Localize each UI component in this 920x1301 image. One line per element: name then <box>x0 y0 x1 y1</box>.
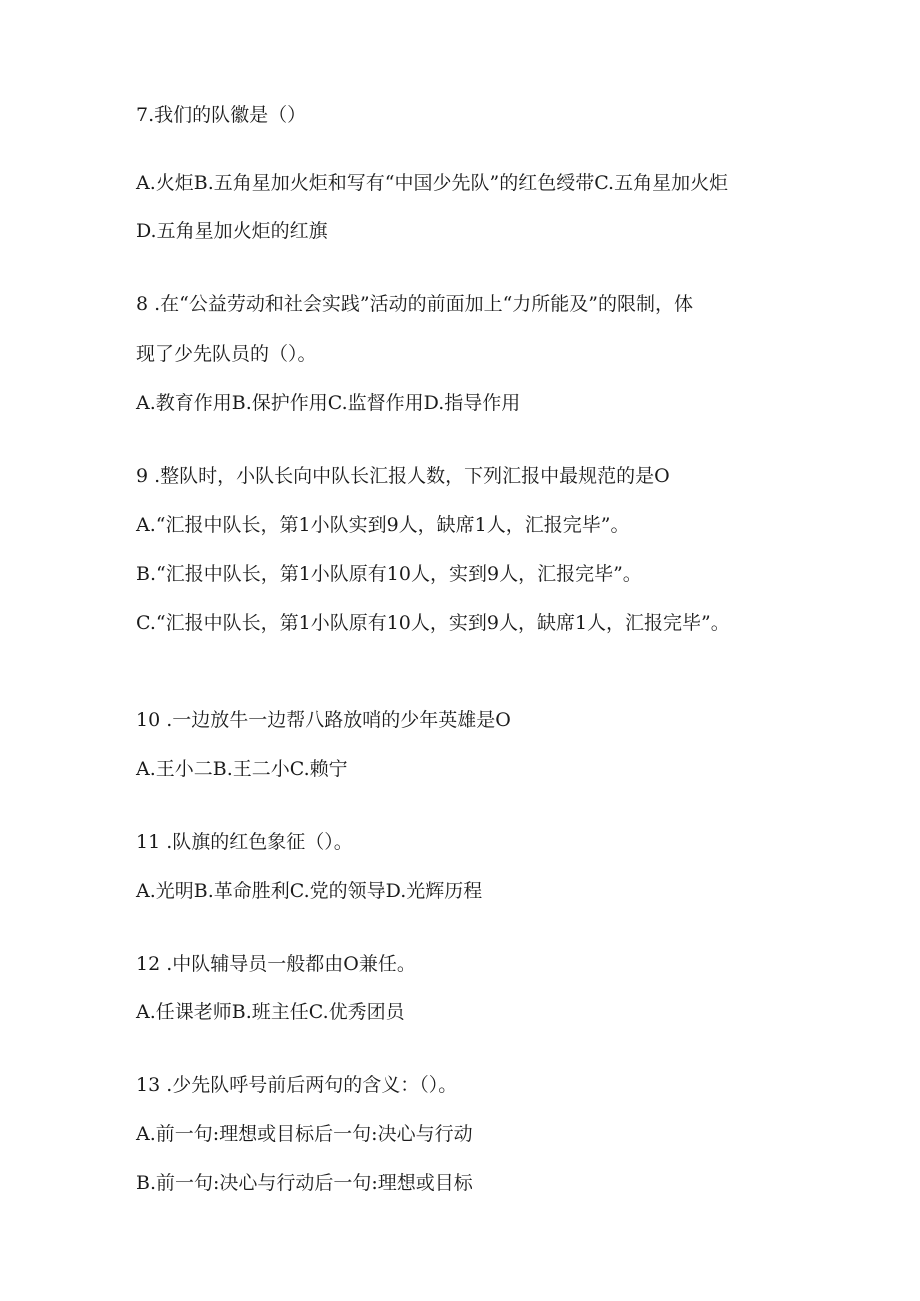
question-7-option-line-1: A.火炬B.五角星加火炬和写有“中国少先队”的红色绶带C.五角星加火炬 <box>136 172 729 194</box>
question-12-options: A.任课老师B.班主任C.优秀团员 <box>136 1001 405 1023</box>
question-13-option-a: A.前一句:理想或目标后一句:决心与行动 <box>136 1123 473 1145</box>
question-9-option-a: A.“汇报中队长，第1小队实到9人，缺席1人，汇报完毕”。 <box>136 514 630 536</box>
question-9-option-c: C.“汇报中队长，第1小队原有10人，实到9人，缺席1人，汇报完毕”。 <box>136 612 730 634</box>
question-13-stem: 13 .少先队呼号前后两句的含义：（）。 <box>136 1074 458 1096</box>
question-8-options: A.教育作用B.保护作用C.监督作用D.指导作用 <box>136 392 521 414</box>
question-7-stem: 7.我们的队徽是（） <box>136 104 307 126</box>
question-12-stem: 12 .中队辅导员一般都由O兼任。 <box>136 953 416 975</box>
question-8-stem-line-2: 现了少先队员的（）。 <box>136 343 317 365</box>
question-10-options: A.王小二B.王二小C.赖宁 <box>136 758 348 780</box>
question-10-stem: 10 .一边放牛一边帮八路放哨的少年英雄是O <box>136 709 511 731</box>
question-11-stem: 11 .队旗的红色象征（）。 <box>136 831 353 853</box>
question-9-option-b: B.“汇报中队长，第1小队原有10人，实到9人，汇报完毕”。 <box>136 563 642 585</box>
question-13-option-b: B.前一句:决心与行动后一句:理想或目标 <box>136 1172 473 1194</box>
question-7-option-line-2: D.五角星加火炬的红旗 <box>136 220 328 242</box>
question-9-stem: 9 .整队时，小队长向中队长汇报人数，下列汇报中最规范的是O <box>136 465 670 487</box>
question-8-stem-line-1: 8 .在“公益劳动和社会实践”活动的前面加上“力所能及”的限制，体 <box>136 293 694 315</box>
question-11-options: A.光明B.革命胜利C.党的领导D.光辉历程 <box>136 880 483 902</box>
